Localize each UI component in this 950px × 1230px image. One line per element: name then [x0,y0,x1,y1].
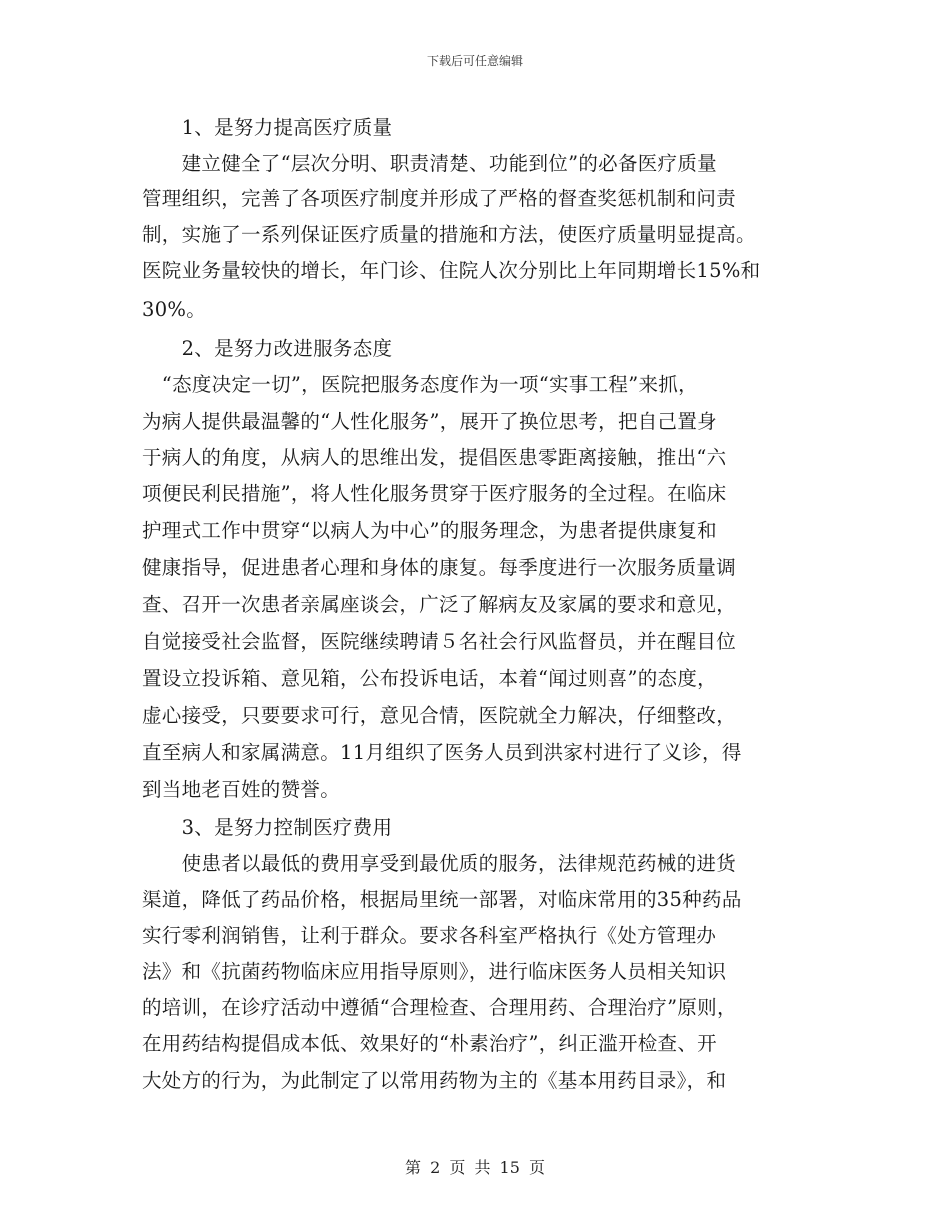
page-footer: 第 2 页 共 15 页 [405,1158,545,1177]
paragraph-line: 健康指导，促进患者心理和身体的康复。每季度进行一次服务质量调 [142,556,737,579]
page-header: 下载后可任意编辑 [426,54,523,68]
paragraph-line: 到当地老百姓的赞誉。 [142,778,341,801]
paragraph-line: 使患者以最低的费用享受到最优质的服务，法律规范药械的进货 [142,852,737,875]
paragraph-line: 虚心接受，只要要求可行，意见合情，医院就全力解决，仔细整改， [142,704,737,727]
paragraph-line: 1、是努力提高医疗质量 [142,116,393,139]
paragraph-line: 30%。 [142,298,207,321]
paragraph-line: 2、是努力改进服务态度 [142,337,393,360]
paragraph-line: 置设立投诉箱、意见箱，公布投诉电话，本着“闻过则喜”的态度， [142,667,717,690]
paragraph-line: 直至病人和家属满意。11月组织了医务人员到洪家村进行了义诊，得 [142,741,742,764]
paragraph-line: 项便民利民措施”，将人性化服务贯穿于医疗服务的全过程。在临床 [142,482,727,505]
paragraph-line: 3、是努力控制医疗费用 [142,816,393,839]
paragraph-line: 于病人的角度，从病人的思维出发，提倡医患零距离接触，推出“六 [142,446,727,469]
paragraph-line: 查、召开一次患者亲属座谈会，广泛了解病友及家属的要求和意见， [142,593,737,616]
paragraph-line: 为病人提供最温馨的“人性化服务”，展开了换位思考，把自己置身 [142,410,717,433]
paragraph-line: 渠道，降低了药品价格，根据局里统一部署，对临床常用的35种药品 [142,888,742,911]
paragraph-line: 的培训，在诊疗活动中遵循“合理检查、合理用药、合理治疗”原则， [142,996,737,1019]
paragraph-line: “态度决定一切”，医院把服务态度作为一项“实事工程”来抓， [142,373,698,396]
paragraph-line: 建立健全了“层次分明、职责清楚、功能到位”的必备医疗质量 [142,152,717,175]
paragraph-line: 护理式工作中贯穿“以病人为中心”的服务理念，为患者提供康复和 [142,519,717,542]
paragraph-line: 制，实施了一系列保证医疗质量的措施和方法，使医疗质量明显提高。 [142,223,756,246]
paragraph-line: 在用药结构提倡成本低、效果好的“朴素治疗”，纠正滥开检查、开 [142,1032,717,1055]
paragraph-line: 医院业务量较快的增长，年门诊、住院人次分别比上年同期增长15%和 [142,259,761,282]
paragraph-line: 管理组织，完善了各项医疗制度并形成了严格的督查奖惩机制和问责 [142,187,737,210]
paragraph-line: 自觉接受社会监督，医院继续聘请５名社会行风监督员，并在醒目位 [142,630,737,653]
paragraph-line: 法》和《抗菌药物临床应用指导原则》，进行临床医务人员相关知识 [142,960,727,983]
paragraph-line: 大处方的行为，为此制定了以常用药物为主的《基本用药目录》，和 [142,1069,727,1092]
paragraph-line: 实行零利润销售，让利于群众。要求各科室严格执行《处方管理办 [142,924,717,947]
